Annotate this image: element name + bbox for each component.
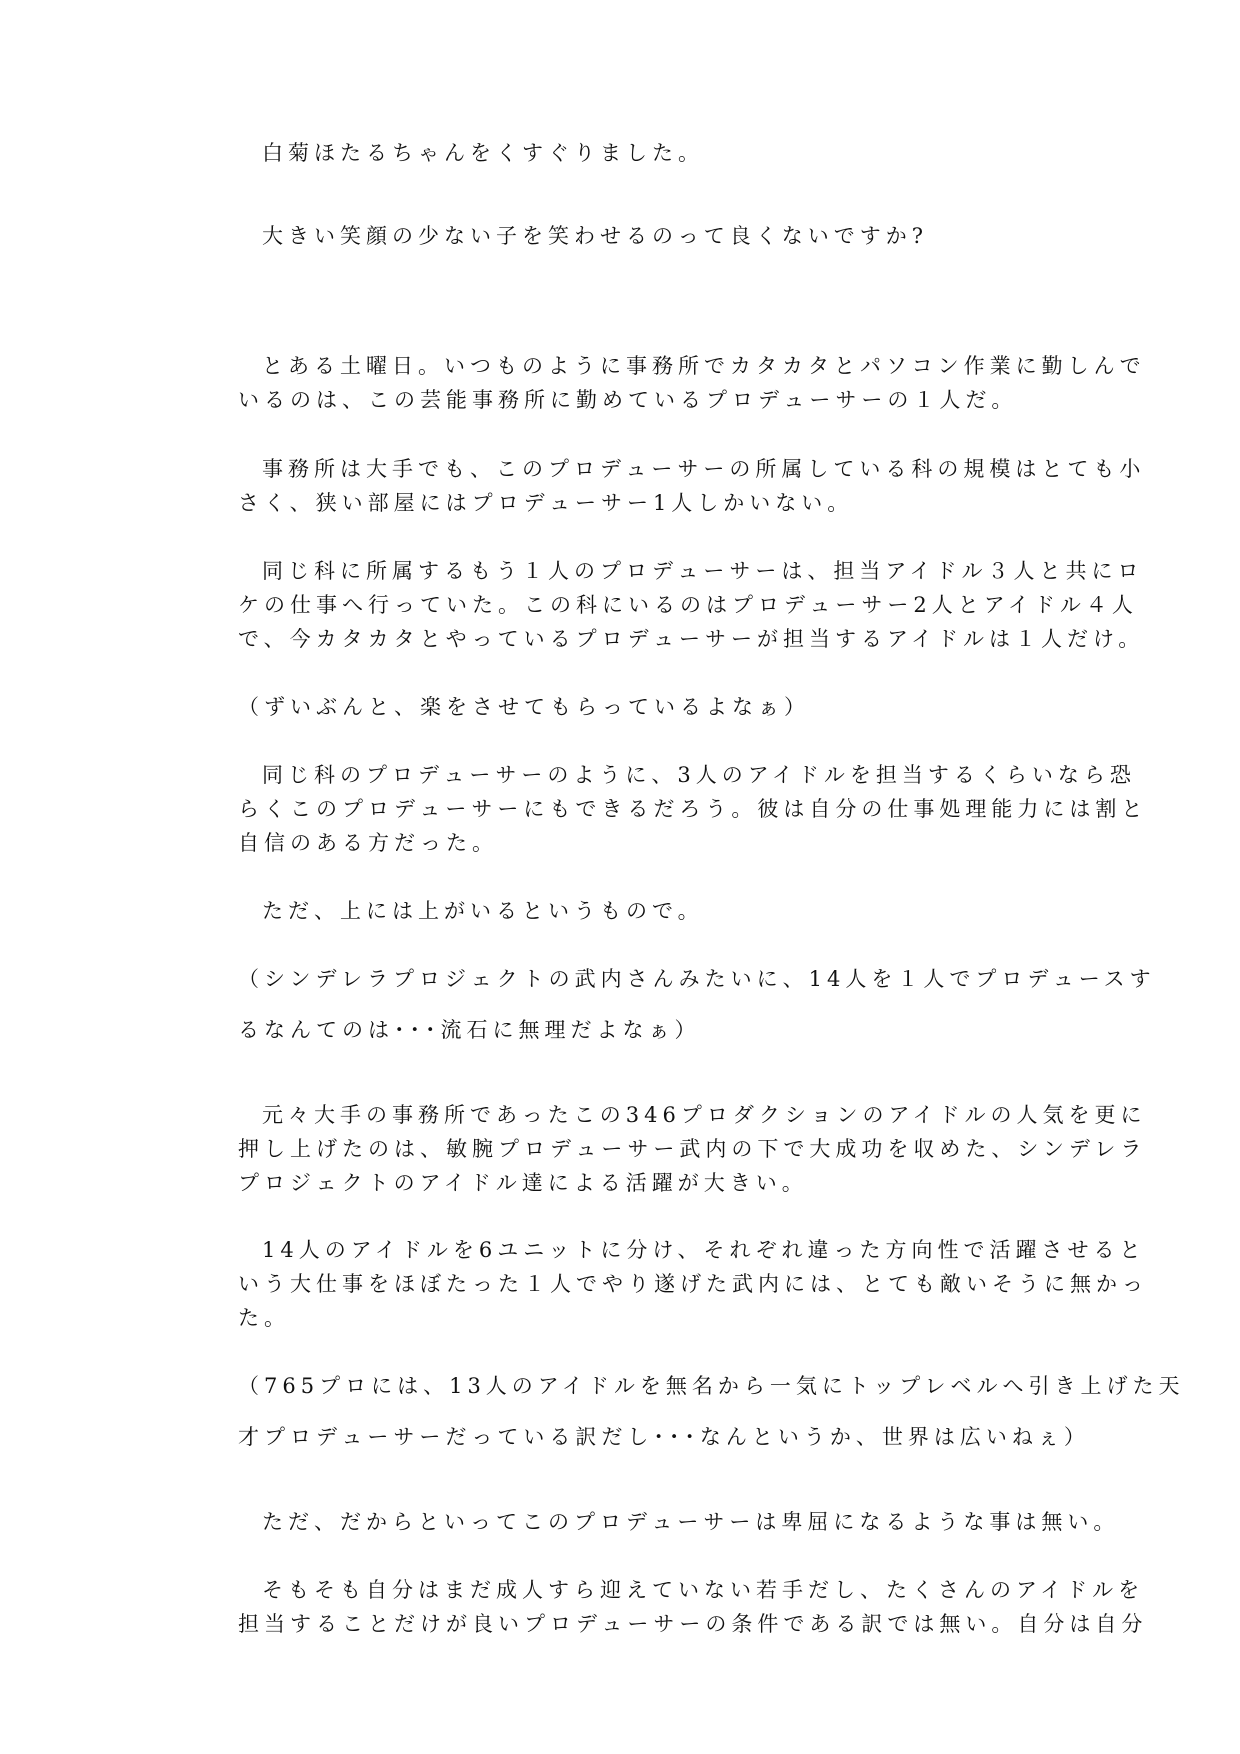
text-line: 同じ科に所属するもう１人のプロデューサーは、担当アイドル３人と共にロ bbox=[262, 559, 1144, 583]
text-line: 事務所は大手でも、このプロデューサーの所属している科の規模はとても小 bbox=[262, 457, 1146, 481]
text-line: ケの仕事へ行っていた。この科にいるのはプロデューサー2人とアイドル４人 bbox=[238, 593, 1138, 617]
text-line: 白菊ほたるちゃんをくすぐりました。 bbox=[262, 141, 704, 165]
text-line: 才プロデューサーだっている訳だし･･･なんというか、世界は広いねぇ） bbox=[238, 1425, 1090, 1449]
text-line: 自信のある方だった。 bbox=[238, 831, 498, 855]
text-line: ただ、だからといってこのプロデューサーは卑屈になるような事は無い。 bbox=[262, 1510, 1120, 1534]
text-line: プロジェクトのアイドル達による活躍が大きい。 bbox=[238, 1171, 808, 1195]
text-line: （ずいぶんと、楽をさせてもらっているよなぁ） bbox=[238, 695, 810, 719]
text-line: （シンデレラプロジェクトの武内さんみたいに、14人を１人でプロデュースす bbox=[238, 967, 1156, 991]
text-line: 押し上げたのは、敏腕プロデューサー武内の下で大成功を収めた、シンデレラ bbox=[238, 1137, 1147, 1161]
text-line: 同じ科のプロデューサーのように、3人のアイドルを担当するくらいなら恐 bbox=[262, 763, 1136, 787]
text-line: さく、狭い部屋にはプロデューサー1人しかいない。 bbox=[238, 491, 854, 515]
text-line: た。 bbox=[238, 1306, 290, 1330]
text-line: るなんてのは･･･流石に無理だよなぁ） bbox=[238, 1018, 701, 1042]
text-line: で、今カタカタとやっているプロデューサーが担当するアイドルは１人だけ。 bbox=[238, 627, 1145, 651]
text-line: ただ、上には上がいるというもので。 bbox=[262, 899, 704, 923]
text-line: いう大仕事をほぼたった１人でやり遂げた武内には、とても敵いそうに無かっ bbox=[238, 1272, 1148, 1296]
text-line: そもそも自分はまだ成人すら迎えていない若手だし、たくさんのアイドルを bbox=[262, 1578, 1145, 1602]
text-line: 元々大手の事務所であったこの346プロダクションのアイドルの人気を更に bbox=[262, 1103, 1147, 1127]
text-line: 大きい笑顔の少ない子を笑わせるのって良くないですか? bbox=[262, 224, 929, 248]
text-line: いるのは、この芸能事務所に勤めているプロデューサーの１人だ。 bbox=[238, 388, 1018, 412]
text-line: らくこのプロデューサーにもできるだろう。彼は自分の仕事処理能力には割と bbox=[238, 797, 1148, 821]
text-line: 担当することだけが良いプロデューサーの条件である訳では無い。自分は自分 bbox=[238, 1612, 1148, 1636]
text-line: とある土曜日。いつものように事務所でカタカタとパソコン作業に勤しんで bbox=[262, 354, 1146, 378]
text-line: 14人のアイドルを6ユニットに分け、それぞれ違った方向性で活躍させると bbox=[262, 1238, 1146, 1262]
text-line: （765プロには、13人のアイドルを無名から一気にトップレベルへ引き上げた天 bbox=[238, 1374, 1185, 1398]
